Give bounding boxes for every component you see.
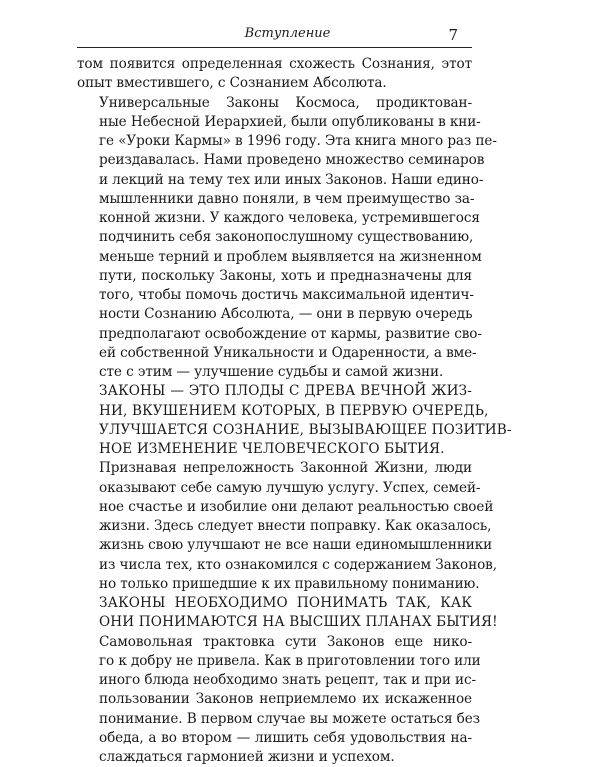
text-line: оказывают себе самую лучшую услугу. Успех, семей- <box>77 479 472 498</box>
text-line: и лекций на тему тех или иных Законов. Наши едино- <box>77 171 472 190</box>
text-line: но только пришедшие к их правильному пониманию. <box>77 575 472 594</box>
text-line: мышленники давно поняли, в чем преимущество за- <box>77 190 472 209</box>
text-line: НОЕ ИЗМЕНЕНИЕ ЧЕЛОВЕЧЕСКОГО БЫТИЯ. <box>77 440 472 459</box>
text-line: ге «Уроки Кармы» в 1996 году. Эта книга много раз пе- <box>77 132 472 151</box>
text-line: ОНИ ПОНИМАЮТСЯ НА ВЫСШИХ ПЛАНАХ БЫТИЯ! <box>77 613 472 632</box>
page-header <box>0 0 600 50</box>
paragraph <box>77 594 472 633</box>
text-line: ное счастье и изобилие они делают реальностью своей <box>77 498 472 517</box>
text-line: опыт вместившего, с Сознанием Абсолюта. <box>77 74 472 93</box>
text-line: Признавая непреложность Законной Жизни, люди <box>77 459 472 478</box>
text-line: реиздавалась. Нами проведено множество семинаров <box>77 151 472 170</box>
text-line: ности Сознанию Абсолюта, — они в первую очередь <box>77 305 472 324</box>
text-line: пользовании Законов неприемлемо их искаженное <box>77 690 472 709</box>
text-line: жизни. Здесь следует внести поправку. Как оказалось, <box>77 517 472 536</box>
text-line: том появится определенная схожесть Сознания, этот <box>77 55 472 74</box>
text-line: Самовольная трактовка сути Законов еще нико- <box>77 633 472 652</box>
text-line: ей собственной Уникальности и Одаренности, а вме- <box>77 344 472 363</box>
paragraph <box>77 382 472 459</box>
running-title: Вступление <box>0 26 575 41</box>
page-number: 7 <box>448 26 458 44</box>
text-line: сте с этим — улучшение судьбы и самой жизни. <box>77 363 472 382</box>
paragraph <box>77 633 472 767</box>
text-line: го к добру не привела. Как в приготовлении того или <box>77 652 472 671</box>
text-line: подчинить себя законопослушному существованию, <box>77 228 472 247</box>
text-line: понимание. В первом случае вы можете остаться без <box>77 710 472 729</box>
body-text <box>77 55 472 767</box>
text-line: ЗАКОНЫ — ЭТО ПЛОДЫ С ДРЕВА ВЕЧНОЙ ЖИЗ- <box>77 382 472 401</box>
text-line: НИ, ВКУШЕНИЕМ КОТОРЫХ, В ПЕРВУЮ ОЧЕРЕДЬ, <box>77 402 472 421</box>
text-line: пути, поскольку Законы, хоть и предназначены для <box>77 267 472 286</box>
text-line: из числа тех, кто ознакомился с содержанием Законов, <box>77 556 472 575</box>
text-line: конной жизни. У каждого человека, устремившегося <box>77 209 472 228</box>
text-line: ЗАКОНЫ НЕОБХОДИМО ПОНИМАТЬ ТАК, КАК <box>77 594 472 613</box>
text-line: меньше терний и проблем выявляется на жизненном <box>77 248 472 267</box>
text-line: иного блюда необходимо знать рецепт, так и при ис- <box>77 671 472 690</box>
text-line: слаждаться гармонией жизни и успехом. <box>77 748 472 767</box>
text-line: УЛУЧШАЕТСЯ СОЗНАНИЕ, ВЫЗЫВАЮЩЕЕ ПОЗИТИВ- <box>77 421 472 440</box>
paragraph <box>77 94 472 383</box>
text-line: обеда, а во втором — лишить себя удовольствия на- <box>77 729 472 748</box>
paragraph <box>77 55 472 94</box>
header-rule <box>77 47 472 48</box>
text-line: того, чтобы помочь достичь максимальной идентич- <box>77 286 472 305</box>
text-line: предполагают освобождение от кармы, развитие сво- <box>77 325 472 344</box>
text-line: ные Небесной Иерархией, были опубликованы в кни- <box>77 113 472 132</box>
text-line: Универсальные Законы Космоса, продиктован- <box>77 94 472 113</box>
text-line: жизнь свою улучшают не все наши единомышленники <box>77 536 472 555</box>
paragraph <box>77 459 472 594</box>
